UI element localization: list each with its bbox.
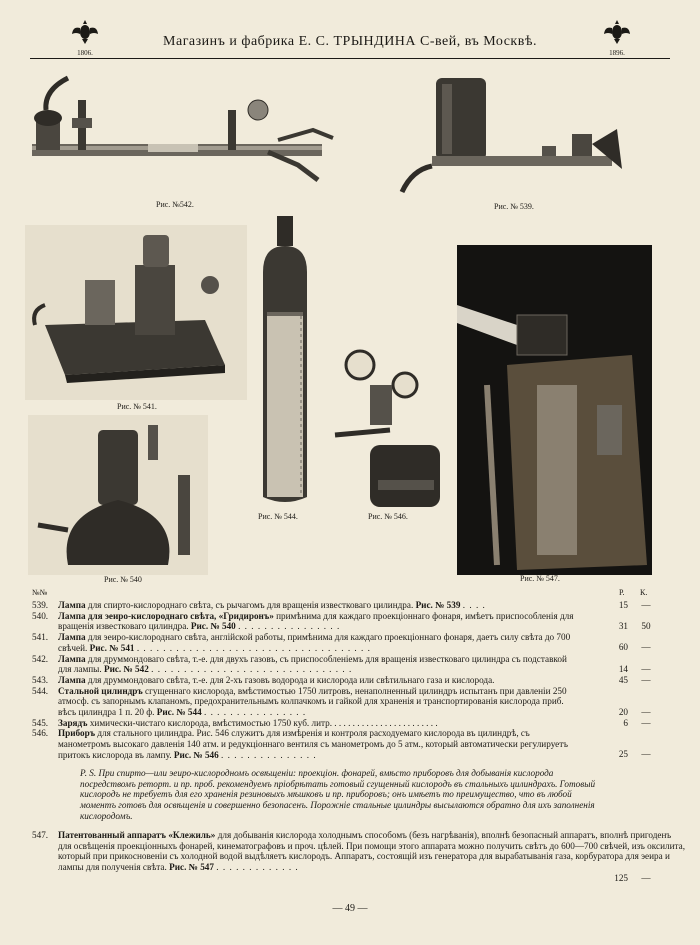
price-entry	[32, 611, 660, 632]
price-list	[32, 600, 660, 761]
price-entry	[32, 675, 660, 686]
figure-reference: Рис. № 546	[173, 749, 219, 760]
price-rubles: 20	[618, 706, 628, 717]
entry-name: Лампа	[58, 653, 86, 664]
leader-dots: . . . . . . . . . . . . . . . . . . . . . . . . . . . . . . . . . . . .	[136, 642, 371, 653]
entry-name: Зарядъ	[58, 717, 88, 728]
figure-caption-547: Рис. № 547.	[520, 574, 560, 583]
leader-dots: . . . .	[462, 600, 486, 610]
price-kopecks: —	[641, 663, 651, 674]
entry-name: Приборъ	[58, 728, 96, 739]
entry-name: Лампа	[58, 600, 86, 610]
apparatus-547-illustration	[457, 245, 652, 575]
entry-name: Патентованный аппаратъ «Клежиль»	[58, 830, 216, 840]
entry-name: Лампа для эеиро-кислороднаго свѣта, «Гридиронъ»	[58, 610, 274, 621]
price-kopecks: —	[641, 706, 651, 717]
leader-dots: . . . . . . . . . . . . . . . .	[238, 621, 341, 632]
postscript-note: Р. S. При спирто—или эеиро-кислородномъ освѣщеніи: проекціон. фонарей, вмѣсто приборовъ для добыванія кислорода посредствомъ реторт. и пр. проб. рекомендуемъ пріобрѣтать готовый сгущенный кислородъ въ стальныхъ цилиндрахъ. Готовый кислородъ не требуетъ для его храненія резиновыхъ мѣшковъ и пр. приборовъ; онъ имѣетъ то преимущество, что въ любой моментъ готовъ для освѣщенія и совершенно безопасенъ. Порожніе стальные цилиндры высылаются обратно для ихъ заполненія кислородомъ.	[80, 768, 596, 821]
entry-number: 539.	[32, 600, 49, 610]
entry-number: 543.	[32, 674, 49, 685]
leader-dots: . . . . . . . . . . . . . . . . . . . . . . . . . . . . . . .	[151, 664, 353, 675]
entry-name: Стальной цилиндръ	[58, 685, 143, 696]
figure-caption-542: Рис. №542.	[156, 200, 194, 209]
figure-caption-540: Рис. № 540	[104, 575, 142, 584]
price-kopecks: —	[641, 873, 651, 883]
entry-number: 546.	[32, 728, 49, 739]
header-title: Магазинъ и фабрика Е. С. ТРЫНДИНА С-вей, въ Москвѣ.	[163, 34, 537, 49]
price-entry	[32, 686, 660, 718]
entry-number: 544.	[32, 685, 49, 696]
figure-reference: Рис. № 539	[415, 600, 461, 610]
lamp-542-illustration	[28, 70, 348, 200]
price-kopecks: —	[641, 749, 651, 760]
figure-reference: Рис. № 544	[156, 707, 202, 718]
entry-description: для друммондоваго свѣта, т.-е. для двухъ газовъ, съ приспособленіемъ для вращенія известковаго цилиндра съ подставкой для лампы.	[58, 653, 567, 675]
lamp-540-illustration	[28, 415, 208, 575]
header-rule	[30, 58, 670, 59]
price-rubles: 25	[618, 749, 628, 760]
steel-cylinder-544-illustration	[255, 212, 325, 512]
entry-description: для добыванія кислорода холоднымъ способомъ (безъ нагрѣванія), вполнѣ безопасный аппаратъ, вполнѣ пригоденъ для освѣщенія проекціонныхъ фонарей, кинематографовъ и проч. цѣлей. При помощи этого аппарата можно получить свѣтъ до 600—700 свѣчей, изъ оксилита, который при прикосновеніи съ холодной водой выдѣляетъ кислородъ. Аппаратъ, состоящій изъ генератора для вырабатыванія газа, корбуратора для эеира и лампы для полученія свѣта.	[58, 830, 685, 873]
regulator-546-illustration	[330, 345, 450, 510]
founding-year: 1806.	[77, 49, 93, 57]
lamp-539-illustration	[392, 74, 642, 204]
price-entry	[32, 718, 660, 729]
entry-description: для друммондоваго свѣта, т.-е. для 2-хъ газовъ водорода и кислорода или свѣтильнаго газа и кислорода.	[85, 674, 495, 685]
price-entry-547	[32, 830, 700, 883]
price-rubles: 15	[618, 600, 628, 610]
entry-number: 541.	[32, 632, 49, 643]
price-kopecks: —	[641, 600, 651, 610]
price-kopecks: —	[641, 674, 651, 685]
column-header-numbers: №№	[32, 588, 48, 597]
price-rubles: 31	[618, 620, 628, 631]
price-entry	[32, 600, 660, 611]
leader-dots: . . . . . . . . . . . . . . . .	[203, 707, 307, 718]
entry-number: 547.	[32, 830, 49, 840]
figure-caption-539: Рис. № 539.	[494, 202, 534, 211]
entry-description: примѣнима для каждаго проекціоннаго фонаря, имѣетъ приспособленія для вращенія известковаго цилиндра.	[58, 610, 574, 632]
entry-number: 545.	[32, 717, 49, 728]
page-number: — 49 —	[332, 903, 368, 914]
price-entry	[32, 654, 660, 675]
entry-name: Лампа	[58, 632, 86, 643]
leader-dots: . . . . . . . . . . . . .	[216, 862, 299, 873]
price-kopecks: —	[641, 717, 651, 728]
eagle-emblem-right	[602, 18, 632, 57]
price-rubles: 14	[618, 663, 628, 674]
price-entry	[32, 728, 660, 760]
figure-reference: Рис. № 540	[190, 621, 236, 632]
price-rubles: 60	[618, 642, 628, 653]
column-header-rubles: Р.	[619, 588, 625, 597]
entry-number: 542.	[32, 653, 49, 664]
anniversary-year: 1896.	[609, 49, 625, 57]
figure-caption-546: Рис. № 546.	[368, 512, 408, 521]
entry-description: для спирто-кислороднаго свѣта, съ рычагомъ для вращенія известковаго цилиндра.	[85, 600, 416, 610]
page-header	[30, 14, 670, 57]
figure-caption-541: Рис. № 541.	[117, 402, 157, 411]
entry-name: Лампа	[58, 674, 86, 685]
entry-number: 540.	[32, 610, 49, 621]
column-header-kopecks: К.	[640, 588, 648, 597]
price-kopecks: 50	[641, 620, 651, 631]
figure-reference: Рис. № 541	[89, 642, 135, 653]
figure-reference: Рис. № 547	[169, 862, 214, 873]
price-rubles: 6	[623, 717, 628, 728]
figure-reference: Рис. № 542	[103, 664, 149, 675]
lamp-541-illustration	[25, 225, 247, 400]
price-rubles: 125	[614, 873, 628, 883]
entry-description: для стального цилиндра. Рис. 546 служитъ для измѣренія и контроля расходуемаго кислорода въ цилиндрѣ, съ манометромъ высокаго давленія 140 атм. и редукціоннаго вентиля съ манометромъ до 5 атм., который автоматически регулируетъ притокъ кислорода въ лампу.	[58, 728, 569, 760]
price-entry	[32, 632, 660, 653]
price-kopecks: —	[641, 642, 651, 653]
figure-caption-544: Рис. № 544.	[258, 512, 298, 521]
price-rubles: 45	[618, 674, 628, 685]
entry-description: химически-чистаго кислорода, вмѣстимостью 1750 куб. литр. . . . . . . . . . . . . . . . . . . . . . . .	[87, 717, 438, 728]
entry-description: сгущеннаго кислорода, вмѣстимостью 1750 литровъ, ненаполненный цилиндръ испытанъ при давленіи 250 атмосф. съ запорнымъ клапаномъ, предохранительнымъ колпачкомъ и гайкой для храненія и транспортированія кислорода приб. вѣсъ цилиндра 1 п. 20 ф.	[58, 685, 567, 718]
eagle-icon	[602, 18, 632, 46]
leader-dots: . . . . . . . . . . . . . . .	[221, 749, 317, 760]
entry-description: для эеиро-кислороднаго свѣта, англійской работы, примѣнима для каждаго проекціоннаго фонаря, даетъ силу свѣта до 700 свѣчей.	[58, 632, 571, 653]
